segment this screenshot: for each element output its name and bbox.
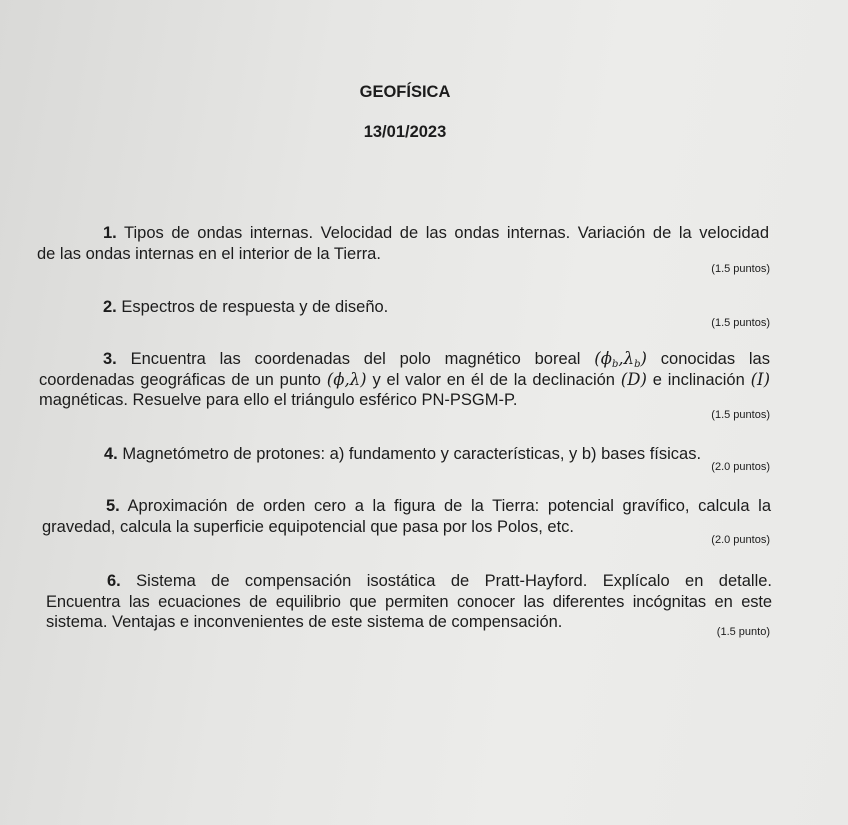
question-text: Sistema de compensación isostática de Pratt-Hayford. Explícalo en detalle. xyxy=(136,572,772,590)
question-5 xyxy=(42,496,771,537)
question-text-cont: gravedad, calcula la superficie equipotencial que pasa por los Polos, etc. xyxy=(42,517,574,536)
question-number: 2. xyxy=(103,298,117,316)
inclination-math: (I) xyxy=(750,369,771,389)
question-number: 1. xyxy=(103,224,117,242)
question-3-points: (1.5 puntos) xyxy=(711,409,770,421)
pole-coordinates-math: $(\phi_b,\lambda_b)$ xyxy=(594,349,647,370)
question-text-cont: sistema. Ventajas e inconvenientes de este sistema de compensación. xyxy=(46,613,563,631)
question-number: 4. xyxy=(104,445,118,463)
exam-date: 13/01/2023 xyxy=(363,123,447,141)
question-6-points: (1.5 punto) xyxy=(716,626,770,638)
question-4 xyxy=(104,444,784,465)
question-3: 3. Encuentra las coordenadas del polo magnético boreal $(\phi_b,\lambda_b)$ conocidas las coordenadas geográficas de un punto (ϕ,λ) y el valor en él de la declinación (D) e inclinación (I) magnéticas. Resuelve para ello el triángulo esférico PN-PSGM-P. xyxy=(39,349,771,409)
point-coordinates-math: (ϕ,λ) xyxy=(326,369,367,389)
question-text-cont: Encuentra las ecuaciones de equilibrio que permiten conocer las diferentes incógnitas en este xyxy=(46,592,772,611)
question-text: Tipos de ondas internas. Velocidad de las ondas internas. Variación de la velocidad xyxy=(124,224,769,242)
question-4-points: (2.0 puntos) xyxy=(711,461,770,473)
question-text: Magnetómetro de protones: a) fundamento y características, y b) bases físicas. xyxy=(122,445,702,463)
exam-title: GEOFÍSICA xyxy=(359,83,451,101)
declination-math: (D) xyxy=(620,369,647,389)
question-number: 6. xyxy=(107,572,121,590)
question-1 xyxy=(37,223,769,264)
question-6 xyxy=(46,571,772,633)
question-2-points: (1.5 puntos) xyxy=(711,317,770,329)
question-number: 5. xyxy=(106,497,120,515)
question-text-cont: de las ondas internas en el interior de la Tierra. xyxy=(37,244,381,263)
question-5-points: (2.0 puntos) xyxy=(711,534,770,546)
question-text: Espectros de respuesta y de diseño. xyxy=(121,298,389,316)
question-1-points: (1.5 puntos) xyxy=(711,263,770,275)
question-2 xyxy=(103,297,763,318)
question-number: 3. xyxy=(103,350,117,368)
question-text: Aproximación de orden cero a la figura de la Tierra: potencial gravífico, calcula la xyxy=(127,497,771,515)
